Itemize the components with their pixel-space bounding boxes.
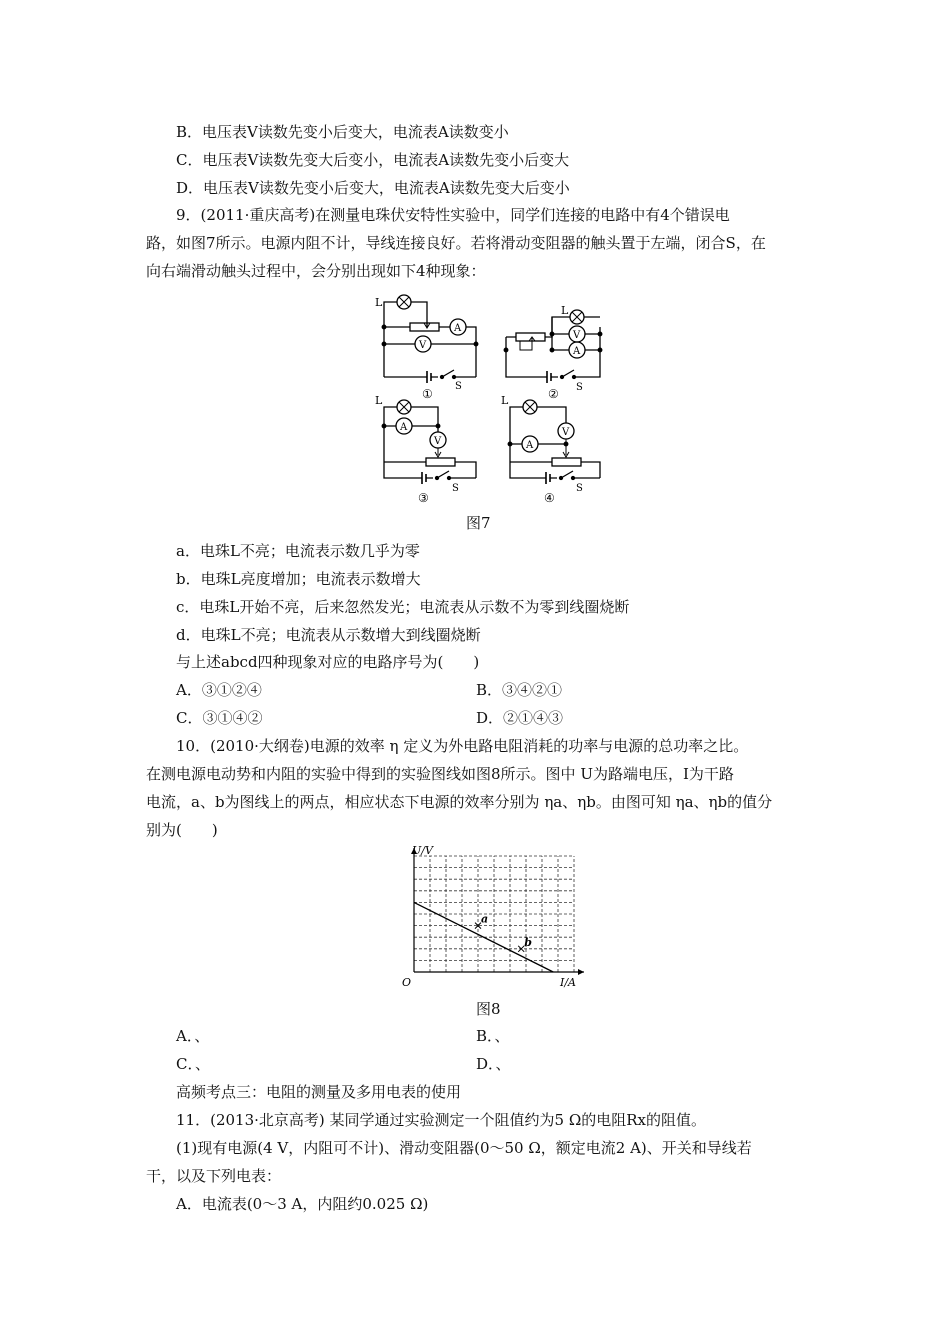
q9-option-d: D．②①④③ — [476, 709, 564, 727]
point-a-label: a — [481, 912, 489, 926]
phenomenon-a: a．电珠L不亮；电流表示数几乎为零 — [176, 542, 420, 560]
q9-question: 与上述abcd四种现象对应的电路序号为( ) — [176, 653, 480, 671]
svg-text:A: A — [526, 440, 534, 451]
svg-text:A: A — [454, 323, 462, 334]
circuit-4-number: ④ — [544, 491, 555, 505]
y-axis-label: U/V — [412, 844, 433, 857]
svg-text:V: V — [562, 427, 570, 438]
q9-stem-line3: 向右端滑动触头过程中，会分别出现如下4种现象： — [146, 262, 486, 280]
q9-option-c: C．③①④② — [176, 709, 263, 727]
figure-8-caption: 图8 — [476, 1000, 501, 1018]
q10-stem-line2: 在测电源电动势和内阻的实验中得到的实验图线如图8所示。图中 U为路端电压，I为干路 — [146, 765, 734, 783]
q9-option-b: B．③④②① — [476, 681, 563, 699]
origin-label: O — [402, 976, 412, 989]
q11-stem-line2: (1)现有电源(4 V，内阻可不计)、滑动变阻器(0～50 Ω，额定电流2 A)、开关和导线若 — [176, 1139, 752, 1157]
rheostat-4 — [552, 458, 581, 466]
svg-text:V: V — [573, 330, 581, 341]
circuit-3-number: ③ — [418, 491, 429, 505]
phenomenon-d: d．电珠L不亮；电流表从示数增大到线圈烧断 — [176, 626, 481, 644]
q8-option-d: D．电压表V读数先变小后变大，电流表A读数先变大后变小 — [176, 179, 570, 197]
figure-8-chart — [400, 840, 590, 990]
q8-option-c: C．电压表V读数先变大后变小，电流表A读数先变小后变大 — [176, 151, 570, 169]
figure-7-circuits — [370, 292, 620, 507]
svg-text:A: A — [400, 422, 408, 433]
svg-text:V: V — [419, 340, 427, 351]
svg-text:S: S — [576, 483, 583, 494]
q10-option-b: B．、 — [476, 1027, 510, 1045]
rheostat-3 — [426, 458, 455, 466]
svg-text:L: L — [501, 394, 509, 407]
svg-text:S: S — [455, 381, 462, 392]
q8-option-b: B．电压表V读数先变小后变大，电流表A读数变小 — [176, 123, 509, 141]
q10-option-d: D．、 — [476, 1055, 511, 1073]
svg-text:S: S — [576, 382, 583, 393]
q10-option-c: C．、 — [176, 1055, 210, 1073]
circuit-2 — [504, 304, 602, 401]
q11-stem-line1: 11．(2013·北京高考) 某同学通过实验测定一个阻值约为5 Ω的电阻Rx的阻值。 — [176, 1111, 707, 1129]
svg-text:A: A — [573, 346, 581, 357]
figure-7-caption: 图7 — [466, 514, 491, 532]
phenomenon-c: c．电珠L开始不亮，后来忽然发光；电流表从示数不为零到线圈烧断 — [176, 598, 630, 616]
section-title: 高频考点三：电阻的测量及多用电表的使用 — [176, 1083, 462, 1101]
phenomenon-b: b．电珠L亮度增加；电流表示数增大 — [176, 570, 421, 588]
q11-option-a: A．电流表(0～3 A，内阻约0.025 Ω) — [176, 1195, 429, 1213]
point-b-label: b — [524, 935, 532, 949]
q9-stem-line2: 路，如图7所示。电源内阻不计，导线连接良好。若将滑动变阻器的触头置于左端，闭合S，在 — [146, 234, 766, 252]
svg-text:S: S — [452, 483, 459, 494]
q9-option-a: A．③①②④ — [176, 681, 262, 699]
q10-stem-line4: 别为( ) — [146, 821, 218, 839]
svg-text:L: L — [375, 394, 383, 407]
circuit-4 — [501, 394, 600, 505]
q10-stem-line1: 10．(2010·大纲卷)电源的效率 η 定义为外电路电阻消耗的功率与电源的总功率之比。 — [176, 737, 749, 755]
svg-text:L: L — [561, 304, 569, 317]
q11-stem-line3: 干，以及下列电表： — [146, 1167, 282, 1185]
x-axis-label: I/A — [560, 976, 576, 989]
circuit-3 — [375, 394, 476, 505]
circuit-1 — [375, 295, 478, 401]
circuit-1-number: ① — [422, 387, 433, 401]
q9-stem-line1: 9．(2011·重庆高考)在测量电珠伏安特性实验中，同学们连接的电路中有4个错误电 — [176, 206, 730, 224]
svg-text:V: V — [434, 436, 442, 447]
circuit-2-number: ② — [548, 387, 559, 401]
label-l: L — [375, 296, 383, 309]
x-axis-arrow — [578, 969, 584, 975]
q10-stem-line3: 电流，a、b为图线上的两点，相应状态下电源的效率分别为 ηa、ηb。由图可知 ηa、ηb的值分 — [146, 793, 773, 811]
q10-option-a: A．、 — [176, 1027, 210, 1045]
